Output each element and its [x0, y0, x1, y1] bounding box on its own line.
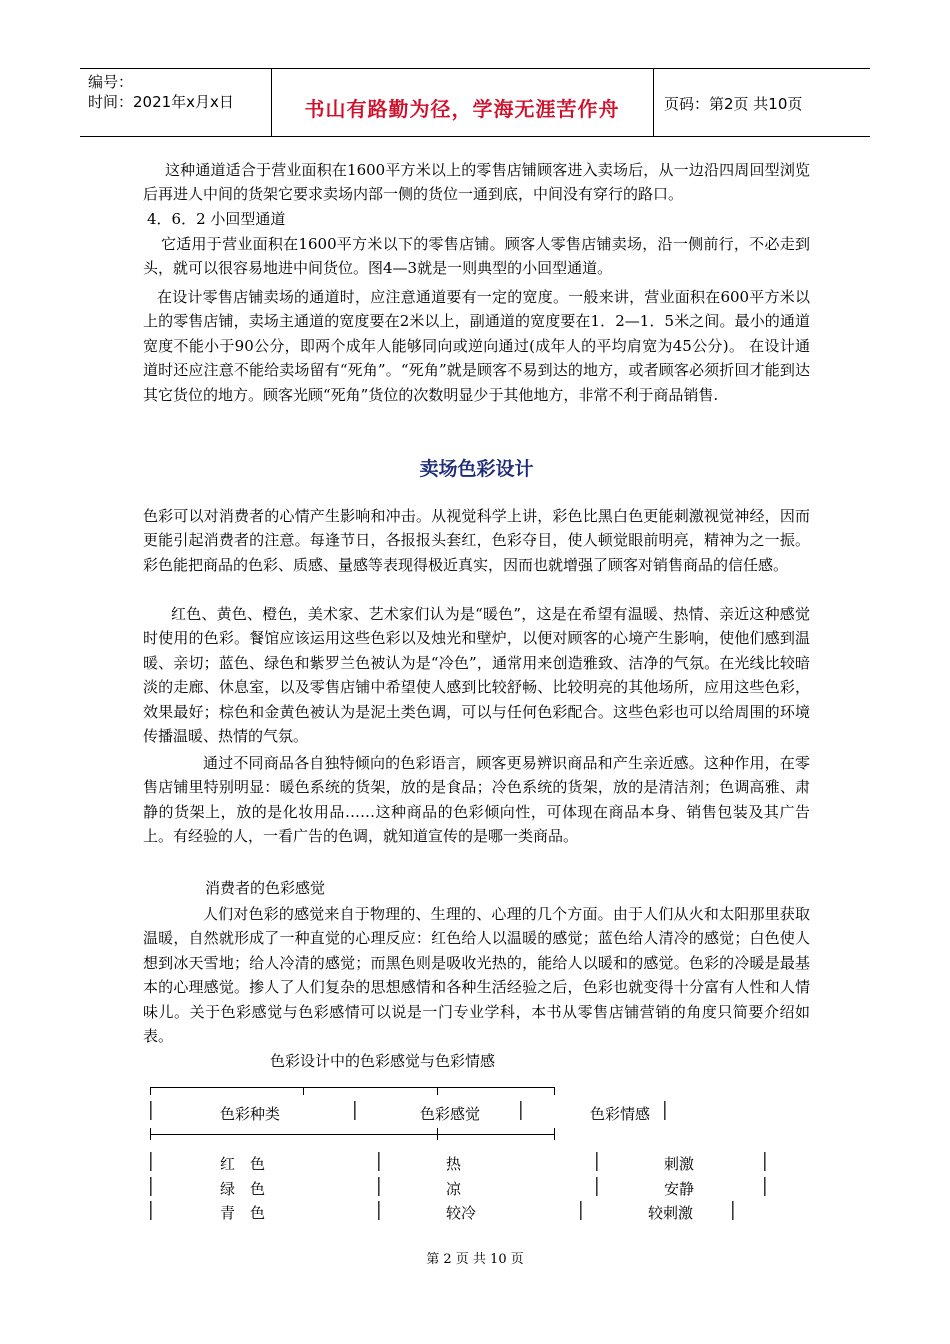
table-border: │ [146, 1101, 156, 1120]
table-cell: 安静 [664, 1180, 695, 1198]
table-tick [437, 1087, 438, 1095]
header-motto: 书山有路勤为径，学海无涯苦作舟 [304, 97, 620, 121]
table-border: │ [374, 1177, 384, 1196]
table-border: │ [146, 1152, 156, 1171]
header-divider-right [653, 68, 654, 136]
header-top-rule [80, 68, 870, 69]
table-cell: 热 [446, 1155, 462, 1173]
table-cell: 刺激 [664, 1155, 695, 1173]
paragraph-6: 通过不同商品各自独特倾向的色彩语言，顾客更易辨识商品和产生亲近感。这种作用，在零售店铺里特别明显：暖色系统的货架，放的是食品；冷色系统的货架，放的是清洁剂；色调高雅、肃静的货架上，放的是化妆用品……这种商品的色彩倾向性，可体现在商品本身、销售包装及其广告上。有经验的人，一看广告的色调，就知道宣传的是哪一类商品。 [143, 754, 810, 846]
table-border: │ [146, 1201, 156, 1220]
header-meta [88, 72, 234, 112]
paragraph-1: 这种通道适合于营业面积在1600平方米以上的零售店铺顾客进入卖场后，从一边沿四周回型浏览后再进人中间的货架它要求卖场内部一侧的货位一通到底，中间没有穿行的路口。 [143, 161, 810, 204]
table-border: │ [350, 1101, 360, 1120]
table-tick [554, 1128, 555, 1140]
table-header-cell: 色彩感觉 [420, 1105, 481, 1123]
table-cell: 较刺激 [648, 1204, 694, 1222]
paragraph-4: 色彩可以对消费者的心情产生影响和冲击。从视觉科学上讲，彩色比黑白色更能刺激视觉神经，因而更能引起消费者的注意。每逢节日，各报报头套红，色彩夺目，使人顿觉眼前明亮，精神为之一振。彩色能把商品的色彩、质感、量感等表现得极近真实，因而也就增强了顾客对销售商品的信任感。 [143, 507, 810, 574]
header-date-label: 时间：2021年x月x日 [88, 93, 234, 111]
table-border: │ [592, 1177, 602, 1196]
table-top-rule [150, 1087, 555, 1088]
table-border: │ [516, 1101, 526, 1120]
table-cell: 红 色 [220, 1155, 266, 1173]
table-border: │ [760, 1152, 770, 1171]
table-border: │ [660, 1101, 670, 1120]
table-header-rule [150, 1134, 555, 1135]
table-cell: 凉 [446, 1180, 462, 1198]
table-tick [150, 1087, 151, 1095]
table-border: │ [146, 1177, 156, 1196]
table-tick [437, 1128, 438, 1140]
table-border: │ [760, 1177, 770, 1196]
table-cell: 青 色 [220, 1204, 266, 1222]
paragraph-7: 消费者的色彩感觉 [205, 879, 326, 897]
table-cell: 绿 色 [220, 1180, 266, 1198]
paragraph-5: 红色、黄色、橙色，美术家、艺术家们认为是“暖色”，这是在希望有温暖、热情、亲近这种感觉时使用的色彩。餐馆应该运用这些色彩以及烛光和壁炉，以便对顾客的心境产生影响，使他们感到温暖、亲切；蓝色、绿色和紫罗兰色被认为是“冷色”，通常用来创造雅致、洁净的气氛。在光线比较暗淡的走廊、休息室，以及零售店铺中希望使人感到比较舒畅、比较明亮的其他场所，应用这些色彩，效果最好；棕色和金黄色被认为是泥土类色调，可以与任何色彩配合。这些色彩也可以给周围的环境传播温暖、热情的气氛。 [143, 605, 810, 746]
table-border: │ [374, 1201, 384, 1220]
header-bottom-rule [80, 136, 870, 137]
section-title: 卖场色彩设计 [419, 458, 534, 480]
table-border: │ [592, 1152, 602, 1171]
paragraph-3: 在设计零售店铺卖场的通道时，应注意通道要有一定的宽度。一般来讲，营业面积在600平方米以上的零售店铺，卖场主通道的宽度要在2米以上，副通道的宽度要在1．2—1．5米之间。最小的通道宽度不能小于90公分，即两个成年人能够同向或逆向通过(成年人的平均肩宽为45公分)。 在设计通道时还应注意不能给卖场留有“死角”。“死角”就是顾客不易到达的地方，或者顾客必须折回才能到达其它货位的地方。顾客光顾“死角”货位的次数明显少于其他地方，非常不利于商品销售. [143, 288, 810, 404]
table-tick [303, 1087, 304, 1095]
page-footer: 第 2 页 共 10 页 [426, 1252, 524, 1267]
table-border: │ [374, 1152, 384, 1171]
table-header-cell: 色彩情感 [590, 1105, 651, 1123]
sub-heading: 4．6．2 小回型通道 [147, 210, 286, 228]
paragraph-8: 人们对色彩的感觉来自于物理的、生理的、心理的几个方面。由于人们从火和太阳那里获取温暖，自然就形成了一种直觉的心理反应：红色给人以温暖的感觉；蓝色给人清冷的感觉；白色使人想到冰天雪地；给人冷清的感觉；而黑色则是吸收光热的，能给人以暖和的感觉。色彩的冷暖是最基本的心理感觉。掺人了人们复杂的思想感情和各种生活经验之后，色彩也就变得十分富有人性和人情味儿。关于色彩感觉与色彩感情可以说是一门专业学科，本书从零售店铺营销的角度只简要介绍如表。 [143, 905, 810, 1046]
table-tick [554, 1087, 555, 1095]
table-border: │ [728, 1201, 738, 1220]
table-header-cell: 色彩种类 [220, 1105, 281, 1123]
header-number-label: 编号： [88, 73, 134, 91]
table-title: 色彩设计中的色彩感觉与色彩情感 [270, 1052, 496, 1070]
header-page-label: 页码：第2页 共10页 [664, 95, 803, 113]
paragraph-2: 它适用于营业面积在1600平方米以下的零售店铺。顾客人零售店铺卖场，沿一侧前行，不必走到头，就可以很容易地进中间货位。图4—3就是一则典型的小回型通道。 [143, 235, 810, 278]
table-border: │ [576, 1201, 586, 1220]
table-cell: 较冷 [446, 1204, 477, 1222]
table-tick [150, 1128, 151, 1140]
